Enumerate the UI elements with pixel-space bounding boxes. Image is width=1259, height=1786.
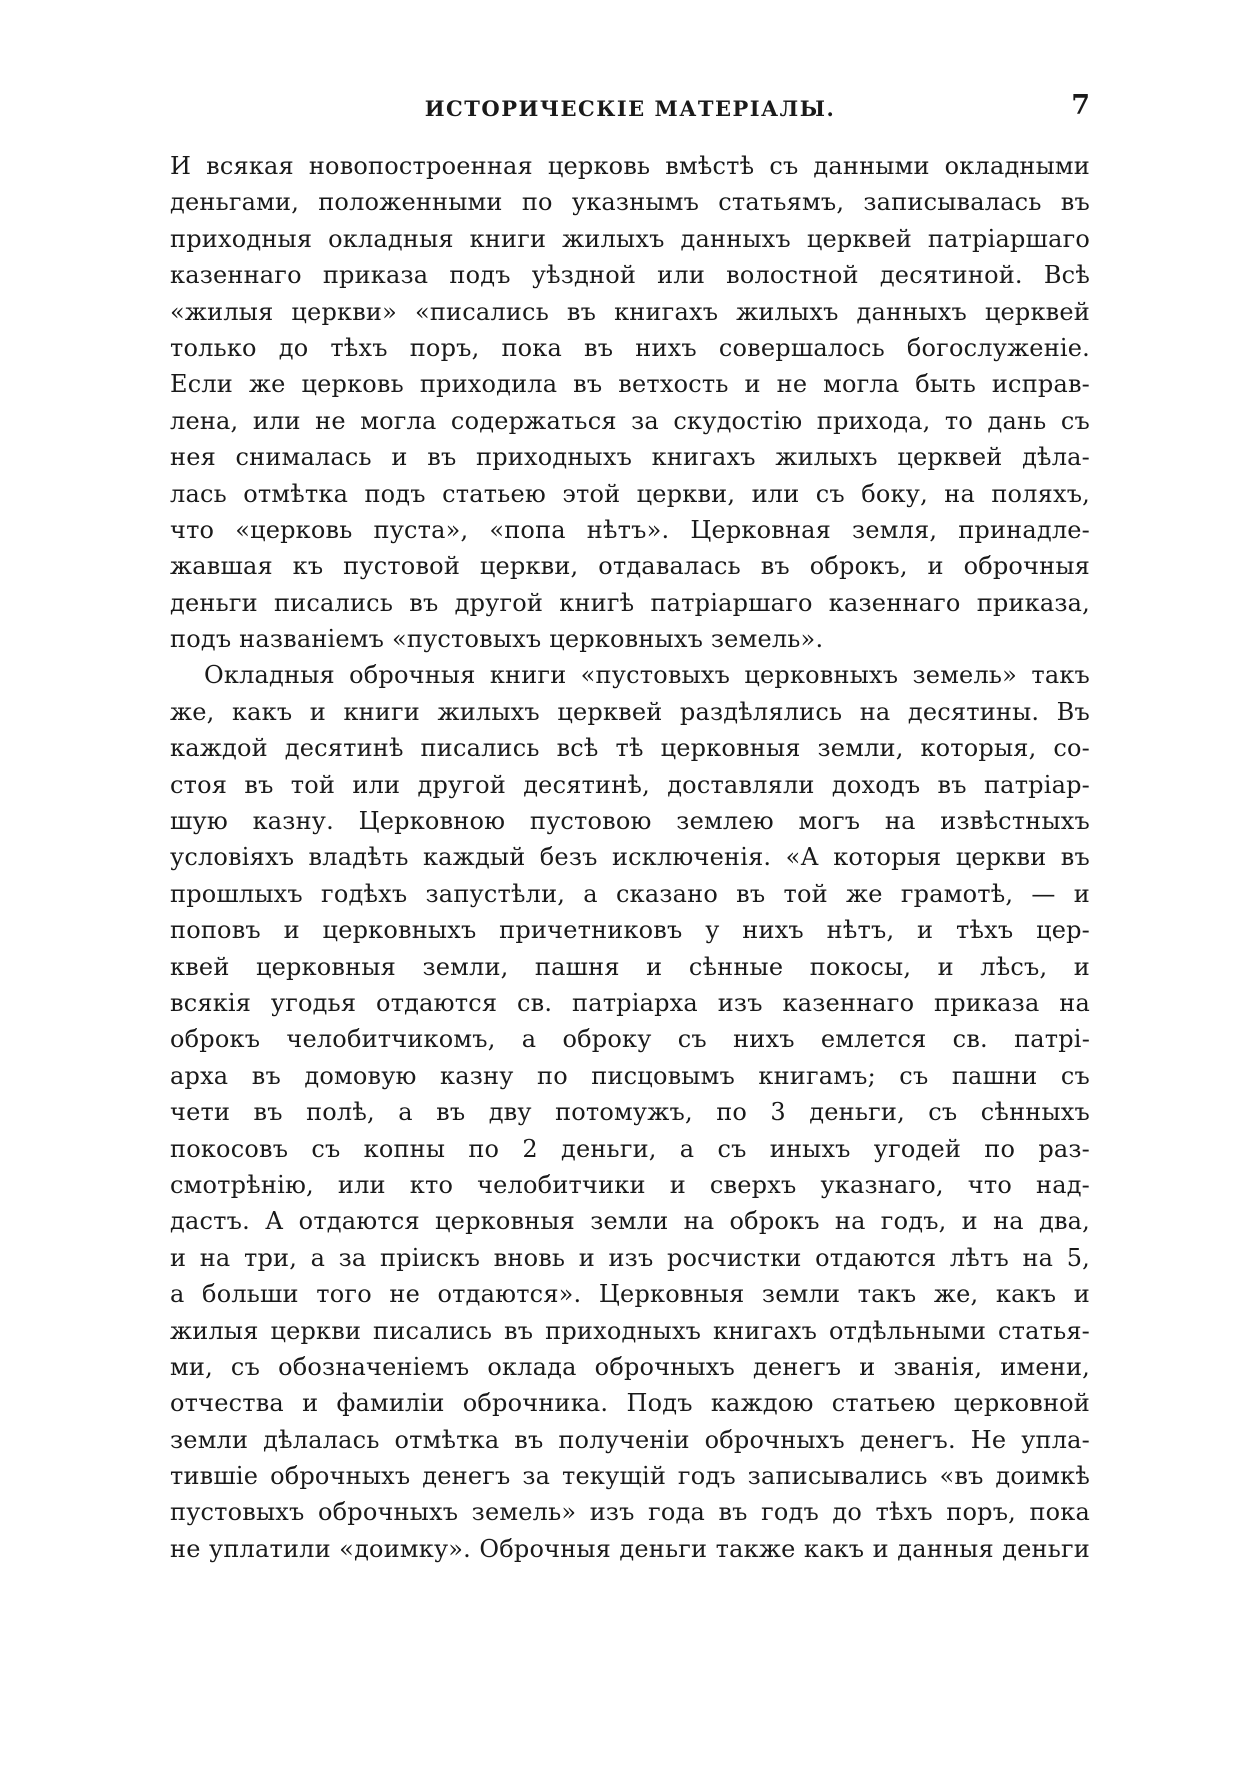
text-line: что «церковь пуста», «попа нѣтъ». Церковная земля, принадле- <box>170 515 1090 544</box>
text-line: нея снималась и въ приходныхъ книгахъ жилыхъ церквей дѣла- <box>170 443 1090 472</box>
text-line: шую казну. Церковною пустовою землею могъ на извѣстныхъ <box>170 807 1090 836</box>
text-line: лась отмѣтка подъ статьею этой церкви, или съ боку, на поляхъ, <box>170 479 1090 508</box>
text-line: «жилыя церкви» «писались въ книгахъ жилыхъ данныхъ церквей <box>170 297 1090 326</box>
text-line: только до тѣхъ поръ, пока въ нихъ совершалось богослуженіе. <box>170 333 1090 362</box>
text-line: каждой десятинѣ писались всѣ тѣ церковныя земли, которыя, со- <box>170 734 1090 763</box>
text-line: стоя въ той или другой десятинѣ, доставляли доходъ въ патріар- <box>170 770 1090 799</box>
text-line: квей церковныя земли, пашня и сѣнные покосы, и лѣсъ, и <box>170 952 1090 981</box>
running-head <box>170 90 1090 130</box>
text-line: жавшая къ пустовой церкви, отдавалась въ оброкъ, и оброчныя <box>170 552 1090 581</box>
text-line: ми, съ обозначеніемъ оклада оброчныхъ денегъ и званія, имени, <box>170 1352 1090 1381</box>
text-line: жилыя церкви писались въ приходныхъ книгахъ отдѣльными статья- <box>170 1316 1090 1345</box>
text-line: отчества и фамиліи оброчника. Подъ каждою статьею церковной <box>170 1389 1090 1418</box>
text-line: Если же церковь приходила въ ветхость и не могла быть исправ- <box>170 370 1090 399</box>
text-line: деньгами, положенными по указнымъ статьямъ, записывалась въ <box>170 188 1090 217</box>
text-line: тившіе оброчныхъ денегъ за текущій годъ записывались «въ доимкѣ <box>170 1462 1090 1491</box>
running-title: ИСТОРИЧЕСКІЕ МАТЕРІАЛЫ. <box>424 96 836 121</box>
text-line: казеннаго приказа подъ уѣздной или волостной десятиной. Всѣ <box>170 261 1090 290</box>
text-line: смотрѣнію, или кто челобитчики и сверхъ указнаго, что над- <box>170 1170 1090 1199</box>
text-line: поповъ и церковныхъ причетниковъ у нихъ нѣтъ, и тѣхъ цер- <box>170 916 1090 945</box>
text-line: же, какъ и книги жилыхъ церквей раздѣлялись на десятины. Въ <box>170 697 1090 726</box>
text-line: не уплатили «доимку». Оброчныя деньги также какъ и данныя деньги <box>170 1534 1090 1563</box>
text-line: приходныя окладныя книги жилыхъ данныхъ церквей патріаршаго <box>170 224 1090 253</box>
text-line: И всякая новопостроенная церковь вмѣстѣ съ данными окладными <box>170 152 1090 180</box>
text-line: подъ названіемъ «пустовыхъ церковныхъ земель». <box>170 625 824 654</box>
text-line: лена, или не могла содержаться за скудостію прихода, то дань съ <box>170 406 1090 435</box>
text-line: условіяхъ владѣть каждый безъ исключенія. «А которыя церкви въ <box>170 843 1090 872</box>
text-line: деньги писались въ другой книгѣ патріаршаго казеннаго приказа, <box>170 588 1090 617</box>
page-number: 7 <box>1071 90 1090 121</box>
body-text <box>170 148 1090 1567</box>
text-line: и на три, а за пріискъ вновь и изъ росчистки отдаются лѣтъ на 5, <box>170 1243 1090 1272</box>
text-line: арха въ домовую казну по писцовымъ книгамъ; съ пашни съ <box>170 1061 1090 1090</box>
text-line: Окладныя оброчныя книги «пустовыхъ церковныхъ земель» такъ <box>204 661 1090 690</box>
text-line: чети въ полѣ, а въ дву потомужъ, по 3 деньги, съ сѣнныхъ <box>170 1098 1090 1127</box>
text-line: земли дѣлалась отмѣтка въ полученіи оброчныхъ денегъ. Не упла- <box>170 1425 1090 1454</box>
text-line: покосовъ съ копны по 2 деньги, а съ иныхъ угодей по раз- <box>170 1134 1090 1163</box>
text-line: пустовыхъ оброчныхъ земель» изъ года въ годъ до тѣхъ поръ, пока <box>170 1498 1090 1527</box>
text-line: всякія угодья отдаются св. патріарха изъ казеннаго приказа на <box>170 988 1090 1017</box>
text-line: оброкъ челобитчикомъ, а оброку съ нихъ емлется св. патрі- <box>170 1025 1090 1054</box>
text-line: а больши того не отдаются». Церковныя земли такъ же, какъ и <box>170 1280 1090 1309</box>
text-line: прошлыхъ годѣхъ запустѣли, а сказано въ той же грамотѣ, — и <box>170 879 1090 908</box>
text-line: дастъ. А отдаются церковныя земли на оброкъ на годъ, и на два, <box>170 1207 1090 1236</box>
